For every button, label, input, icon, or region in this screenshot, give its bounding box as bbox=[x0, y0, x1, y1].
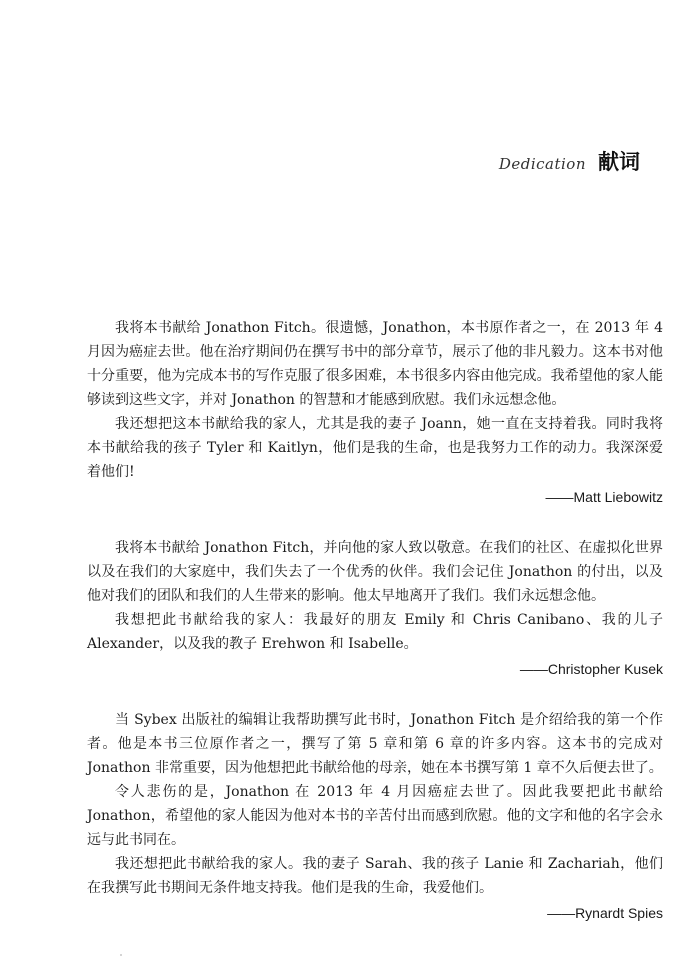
dedication-section-christopher bbox=[87, 536, 663, 680]
signature: ——Rynardt Spies bbox=[547, 905, 663, 921]
paragraph: 我将本书献给 Jonathon Fitch。很遗憾，Jonathon，本书原作者之一，在 2013 年 4 月因为癌症去世。他在治疗期间仍在撰写书中的部分章节，展示了他的非凡毅力。这本书对他十分重要，他为完成本书的写作克服了很多困难，本书很多内容由他完成。我希望他的家人能够读到这些文字，并对 Jonathon 的智慧和才能感到欣慰。我们永远想念他。 bbox=[87, 320, 663, 408]
dedication-section-rynardt bbox=[87, 708, 663, 924]
dedication-section-matt bbox=[87, 316, 663, 508]
dedication-script-title: Dedication bbox=[498, 155, 586, 173]
dedication-heading bbox=[499, 146, 640, 176]
dedication-body bbox=[87, 316, 663, 924]
paragraph: 令人悲伤的是，Jonathon 在 2013 年 4 月因癌症去世了。因此我要把此书献给 Jonathon，希望他的家人能因为他对本书的辛苦付出而感到欣慰。他的文字和他的名字会永远与此书同在。 bbox=[87, 784, 663, 848]
signature: ——Christopher Kusek bbox=[519, 661, 663, 677]
paragraph: 我还想把这本书献给我的家人，尤其是我的妻子 Joann，她一直在支持着我。同时我将本书献给我的孩子 Tyler 和 Kaitlyn，他们是我的生命，也是我努力工作的动力。我深深爱着他们! bbox=[87, 416, 663, 480]
signature: ——Matt Liebowitz bbox=[545, 489, 663, 505]
paragraph: 当 Sybex 出版社的编辑让我帮助撰写此书时，Jonathon Fitch 是介绍给我的第一个作者。他是本书三位原作者之一，撰写了第 5 章和第 6 章的许多内容。这本书的完成对 Jonathon 非常重要，因为他想把此书献给他的母亲，她在本书撰写第 1 章不久后便去世了。 bbox=[87, 712, 663, 776]
dedication-chinese-title: 献词 bbox=[598, 150, 640, 174]
paragraph: 我想把此书献给我的家人：我最好的朋友 Emily 和 Chris Canibano、我的儿子 Alexander，以及我的教子 Erehwon 和 Isabelle。 bbox=[87, 612, 663, 652]
scan-speck bbox=[120, 954, 122, 956]
paragraph: 我将本书献给 Jonathon Fitch，并向他的家人致以敬意。在我们的社区、在虚拟化世界以及在我们的大家庭中，我们失去了一个优秀的伙伴。我们会记住 Jonathon 的付出，以及他对我们的团队和我们的人生带来的影响。他太早地离开了我们。我们永远想念他。 bbox=[87, 540, 663, 604]
paragraph: 我还想把此书献给我的家人。我的妻子 Sarah、我的孩子 Lanie 和 Zachariah，他们在我撰写此书期间无条件地支持我。他们是我的生命，我爱他们。 bbox=[87, 856, 663, 896]
